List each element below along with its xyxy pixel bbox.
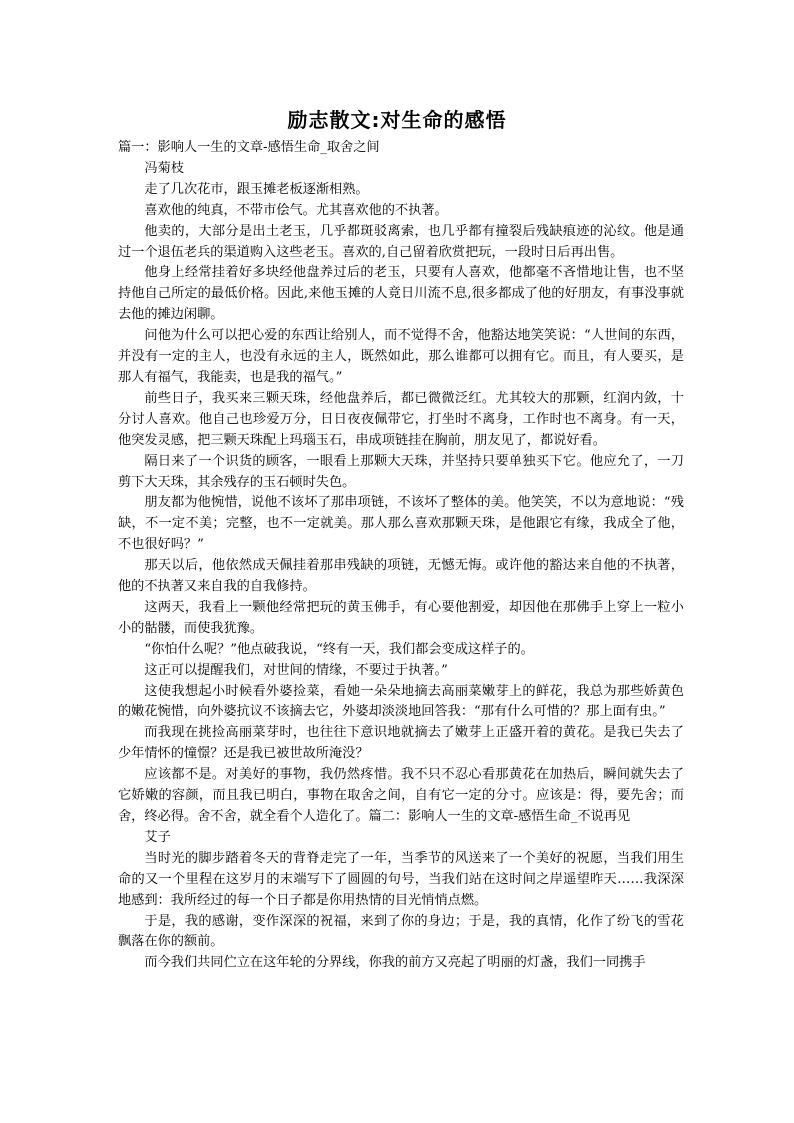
document-title: 励志散文:对生命的感悟 [287, 108, 507, 132]
paragraph: 艾子 [144, 829, 171, 845]
paragraph: 于是，我的感谢，变作深深的祝福，来到了你的身边；于是，我的真情，化作了纷飞的雪花飘落在你的额前。 [118, 913, 684, 950]
paragraph: 这使我想起小时候看外婆捡菜，看她一朵朵地摘去高丽菜嫩芽上的鲜花，我总为那些娇黄色的嫩花惋惜，向外婆抗议不该摘去它，外婆却淡淡地回答我：“那有什么可惜的？那上面有虫。” [118, 683, 684, 720]
paragraph: 他身上经常挂着好多块经他盘养过后的老玉，只要有人喜欢，他都毫不吝惜地让售，也不坚持他自己所定的最低价格。因此,来他玉摊的人竟日川流不息,很多都成了他的好朋友，有事没事就去他的摊边闲聊。 [118, 265, 684, 323]
paragraph: 这两天，我看上一颗他经常把玩的黄玉佛手，有心要他割爱，却因他在那佛手上穿上一粒小小的骷髅，而使我犹豫。 [118, 599, 684, 636]
paragraph: 而我现在挑捡高丽菜芽时，也往往下意识地就摘去了嫩芽上正盛开着的黄花。是我已失去了少年情怀的憧憬？还是我已被世故所淹没？ [118, 725, 684, 762]
paragraph: 喜欢他的纯真，不带市侩气。尤其喜欢他的不执著。 [144, 202, 448, 218]
paragraph: 这正可以提醒我们，对世间的情缘，不要过于执著。” [144, 662, 448, 678]
paragraph: 应该都不是。对美好的事物，我仍然疼惜。我不只不忍心看那黄花在加热后，瞬间就失去了它娇嫩的容颜，而且我已明白，事物在取舍之间，自有它一定的分寸。应该是：得，要先舍；而舍，终必得。舍不舍，就全看个人造化了。篇二：影响人一生的文章-感悟生命_不说再见 [118, 767, 684, 824]
paragraph: 问他为什么可以把心爱的东西让给别人，而不觉得不舍，他豁达地笑笑说：“人世间的东西，并没有一定的主人，也没有永远的主人，既然如此，那么谁都可以拥有它。而且，有人要买，是那人有福气，我能卖，也是我的福气。” [118, 328, 684, 385]
paragraph: 而今我们共同伫立在这年轮的分界线，你我的前方又亮起了明丽的灯盏，我们一同携手 [144, 955, 646, 971]
paragraph: 那天以后，他依然成天佩挂着那串残缺的项链，无憾无悔。或许他的豁达来自他的不执著，他的不执著又来自我的自我修持。 [118, 558, 684, 595]
paragraph: 前些日子，我买来三颗天珠，经他盘养后，都已微微泛红。尤其较大的那颗，红润内敛，十分讨人喜欢。他自己也珍爱万分，日日夜夜佩带它，打坐时不离身，工作时也不离身。有一天，他突发灵感，把三颗天珠配上玛瑙玉石，串成项链挂在胸前，朋友见了，都说好看。 [118, 390, 684, 448]
paragraph: 他卖的，大部分是出土老玉，几乎都斑驳离索，也几乎都有撞裂后残缺痕迹的沁纹。他是通过一个退伍老兵的渠道购入这些老玉。喜欢的,自己留着欣赏把玩，一段时日后再出售。 [118, 223, 684, 260]
paragraph: 当时光的脚步踏着冬天的背脊走完了一年，当季节的风送来了一个美好的祝愿，当我们用生命的又一个里程在这岁月的末端写下了圆圆的句号，当我们站在这时间之岸遥望昨天……我深深地感到：我所经过的每一个日子都是你用热情的目光悄悄点燃。 [118, 850, 684, 908]
paragraph: 朋友都为他惋惜，说他不该坏了那串项链，不该坏了整体的美。他笑笑，不以为意地说：“残缺，不一定不美；完整，也不一定就美。那人那么喜欢那颗天珠，是他跟它有缘，我成全了他，不也很好吗？” [118, 495, 684, 553]
paragraph: 冯菊枝 [144, 160, 184, 176]
document-body [118, 138, 684, 974]
paragraph: “你怕什么呢？”他点破我说，“终有一天，我们都会变成这样子的。 [144, 641, 534, 657]
paragraph: 走了几次花市，跟玉摊老板逐渐相熟。 [144, 181, 369, 197]
paragraph: 隔日来了一个识货的顾客，一眼看上那颗大天珠，并坚持只要单独买下它。他应允了，一刀剪下大天珠，其余残存的玉石顿时失色。 [118, 453, 684, 490]
paragraph: 篇一：影响人一生的文章-感悟生命_取舍之间 [118, 140, 380, 155]
